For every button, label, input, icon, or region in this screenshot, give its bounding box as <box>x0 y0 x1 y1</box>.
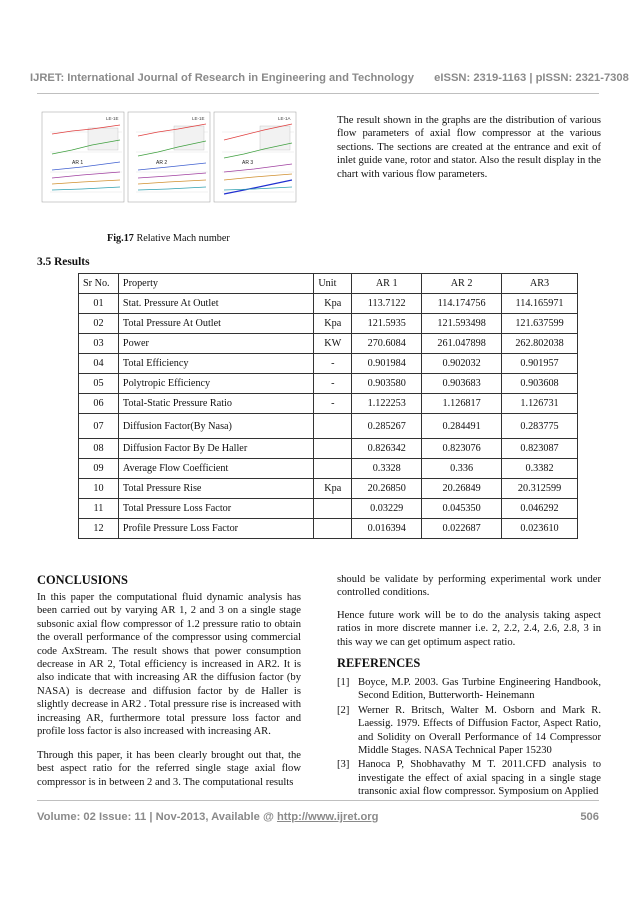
table-cell: 121.637599 <box>502 314 578 334</box>
table-cell: 09 <box>79 459 119 479</box>
journal-title: IJRET: International Journal of Research in Engineering and Technology <box>30 72 414 84</box>
table-cell: Total Efficiency <box>118 354 313 374</box>
panel-3-label: AR 3 <box>242 160 254 166</box>
table-row <box>79 354 578 374</box>
table-row <box>79 459 578 479</box>
panel-1-label: AR 1 <box>72 160 84 166</box>
references-list <box>337 676 601 800</box>
table-cell: 262.802038 <box>502 334 578 354</box>
conclusions-paragraph-2: Through this paper, it has been clearly brought out that, the best aspect ratio for the referred single stage axial flow compressor is in between 2 and 3. The computational results <box>37 750 301 788</box>
panel-1-tag: LE-1E <box>106 116 119 121</box>
table-cell: Total-Static Pressure Ratio <box>118 394 313 414</box>
table-body <box>79 294 578 539</box>
mach-number-charts <box>40 108 298 218</box>
table-cell: 114.174756 <box>422 294 502 314</box>
table-cell: - <box>314 354 352 374</box>
reference-item <box>337 758 601 798</box>
reference-number: [1] <box>337 677 350 688</box>
footer-volume: Volume: 02 Issue: 11 | Nov-2013, Available @ <box>37 811 277 823</box>
table-row <box>79 334 578 354</box>
table-cell: Kpa <box>314 314 352 334</box>
table-cell <box>314 499 352 519</box>
table-cell <box>314 414 352 439</box>
table-cell: 0.826342 <box>352 439 422 459</box>
table-cell: 0.336 <box>422 459 502 479</box>
table-cell: 0.03229 <box>352 499 422 519</box>
reference-text: Werner R. Britsch, Walter M. Osborn and Mark R. Laessig. 1979. Effects of Diffusion Factor, Aspect Ratio, and Solidity on Overall Performance of 14 Compressor Middle Stages. NASA Technical Paper 15230 <box>358 704 601 757</box>
table-cell: 1.122253 <box>352 394 422 414</box>
table-cell <box>314 439 352 459</box>
table-cell: 0.902032 <box>422 354 502 374</box>
table-cell: 0.3382 <box>502 459 578 479</box>
table-cell: 121.5935 <box>352 314 422 334</box>
table-cell: Diffusion Factor(By Nasa) <box>118 414 313 439</box>
table-cell: Total Pressure Rise <box>118 479 313 499</box>
table-row <box>79 314 578 334</box>
table-cell: Diffusion Factor By De Haller <box>118 439 313 459</box>
table-cell: KW <box>314 334 352 354</box>
table-row <box>79 394 578 414</box>
chart-panel-1 <box>42 112 124 202</box>
table-cell: 20.26850 <box>352 479 422 499</box>
table-cell: Power <box>118 334 313 354</box>
results-table <box>78 273 578 539</box>
reference-text: Hanoca P, Shobhavathy M T. 2011.CFD analysis to investigate the effect of axial spacing in a single stage transonic axial flow compressor. Symposium on Applied <box>358 759 601 798</box>
table-header-row <box>79 274 578 294</box>
conclusions-heading: CONCLUSIONS <box>37 573 128 587</box>
table-cell: 0.016394 <box>352 519 422 539</box>
table-cell: 12 <box>79 519 119 539</box>
panel-2-label: AR 2 <box>156 160 168 166</box>
table-row <box>79 519 578 539</box>
reference-number: [3] <box>337 759 350 771</box>
header-cell: AR3 <box>502 274 578 294</box>
header-cell: Property <box>118 274 313 294</box>
page-number: 506 <box>580 811 599 823</box>
table-cell: Polytropic Efficiency <box>118 374 313 394</box>
table-row <box>79 479 578 499</box>
table-cell: 0.022687 <box>422 519 502 539</box>
table-cell: 05 <box>79 374 119 394</box>
table-cell: 0.284491 <box>422 414 502 439</box>
table-cell: Total Pressure Loss Factor <box>118 499 313 519</box>
table-cell: 03 <box>79 334 119 354</box>
table-cell: 0.823076 <box>422 439 502 459</box>
table-cell: 02 <box>79 314 119 334</box>
footer-rule <box>37 800 599 801</box>
table-cell: - <box>314 394 352 414</box>
table-cell: Profile Pressure Loss Factor <box>118 519 313 539</box>
table-cell <box>314 459 352 479</box>
table-cell: 121.593498 <box>422 314 502 334</box>
table-cell: 20.312599 <box>502 479 578 499</box>
table-cell: - <box>314 374 352 394</box>
reference-items <box>337 676 601 799</box>
table-cell: 0.3328 <box>352 459 422 479</box>
table-cell: 20.26849 <box>422 479 502 499</box>
table-cell: Stat. Pressure At Outlet <box>118 294 313 314</box>
reference-text: Boyce, M.P. 2003. Gas Turbine Engineering Handbook, Second Edition, Butterworth- Heinemann <box>358 677 601 702</box>
header-rule <box>37 93 599 94</box>
right-paragraph-2: Hence future work will be to do the analysis taking aspect ratios in more discrete manner i.e. 2, 2.2, 2.4, 2.6, 2.8, 3 in this way we can get optimum aspect ratio. <box>337 610 601 648</box>
table-row <box>79 414 578 439</box>
table-cell: 04 <box>79 354 119 374</box>
table-cell: 0.901957 <box>502 354 578 374</box>
top-right-paragraph: The result shown in the graphs are the distribution of various flow parameters of axial flow compressor at the various sections. The sections are created at the entrance and exit of inlet guide vane, rotor and stator. Also the result display in the chart with various flow parameters. <box>337 115 601 180</box>
table-cell: 0.901984 <box>352 354 422 374</box>
table-cell: Total Pressure At Outlet <box>118 314 313 334</box>
figure-caption <box>107 233 230 244</box>
running-footer <box>37 811 599 823</box>
header-cell: AR 1 <box>352 274 422 294</box>
table-cell: 1.126731 <box>502 394 578 414</box>
table-cell: 0.903580 <box>352 374 422 394</box>
table-cell: 270.6084 <box>352 334 422 354</box>
table-row <box>79 374 578 394</box>
header-cell: Unit <box>314 274 352 294</box>
table-cell: 10 <box>79 479 119 499</box>
figure-caption-text: Relative Mach number <box>133 233 230 244</box>
table-cell: Kpa <box>314 479 352 499</box>
table-cell: Kpa <box>314 294 352 314</box>
table-cell: 0.045350 <box>422 499 502 519</box>
table-cell: 0.903683 <box>422 374 502 394</box>
references-heading: REFERENCES <box>337 656 421 670</box>
table-cell: 261.047898 <box>422 334 502 354</box>
header-cell: Sr No. <box>79 274 119 294</box>
table-row <box>79 294 578 314</box>
table-cell: 0.023610 <box>502 519 578 539</box>
reference-item <box>337 704 601 758</box>
table-cell: 0.823087 <box>502 439 578 459</box>
issn: eISSN: 2319-1163 | pISSN: 2321-7308 <box>434 72 629 84</box>
table-cell: 0.285267 <box>352 414 422 439</box>
chart-panel-2 <box>128 112 210 202</box>
figure-caption-label: Fig.17 <box>107 233 134 244</box>
results-heading: 3.5 Results <box>37 256 90 268</box>
table-cell: 113.7122 <box>352 294 422 314</box>
table-cell: 07 <box>79 414 119 439</box>
panel-2-tag: LE-1E <box>192 116 205 121</box>
reference-item <box>337 676 601 703</box>
table-cell: 1.126817 <box>422 394 502 414</box>
table-cell: 0.046292 <box>502 499 578 519</box>
table-cell: 01 <box>79 294 119 314</box>
table-cell: 0.903608 <box>502 374 578 394</box>
table-cell: 0.283775 <box>502 414 578 439</box>
table-cell: Average Flow Coefficient <box>118 459 313 479</box>
table-cell <box>314 519 352 539</box>
reference-number: [2] <box>337 704 350 716</box>
running-header <box>30 72 629 84</box>
table-cell: 114.165971 <box>502 294 578 314</box>
table-row <box>79 499 578 519</box>
figure-relative-mach <box>40 108 298 218</box>
journal-link[interactable]: http://www.ijret.org <box>276 811 379 823</box>
table-cell: 11 <box>79 499 119 519</box>
table-cell: 06 <box>79 394 119 414</box>
table-row <box>79 439 578 459</box>
panel-3-tag: LE-1A <box>278 116 291 121</box>
table-cell: 08 <box>79 439 119 459</box>
header-cell: AR 2 <box>422 274 502 294</box>
conclusions-paragraph-1: In this paper the computational fluid dynamic analysis has been carried out by varying AR 1, 2 and 3 on a single stage subsonic axial flow compressor of 1.2 pressure ratio to obtain the overall performance of the compressor using commercial code AxStream. The result shows that power consumption decrease in AR 2, Total efficiency is increased in AR2. It is also indicate that with increasing AR the diffusion factor (by NASA) is decrease and diffusion factor by de Haller is slightly decrease in AR2 . Total pressure rise is increased with increasing AR, furthermore total pressure loss factor and profile loss factor is also increased with increasing AR. <box>37 592 301 738</box>
right-paragraph-1: should be validate by performing experimental work under controlled conditions. <box>337 574 601 599</box>
chart-panel-3 <box>214 112 296 202</box>
